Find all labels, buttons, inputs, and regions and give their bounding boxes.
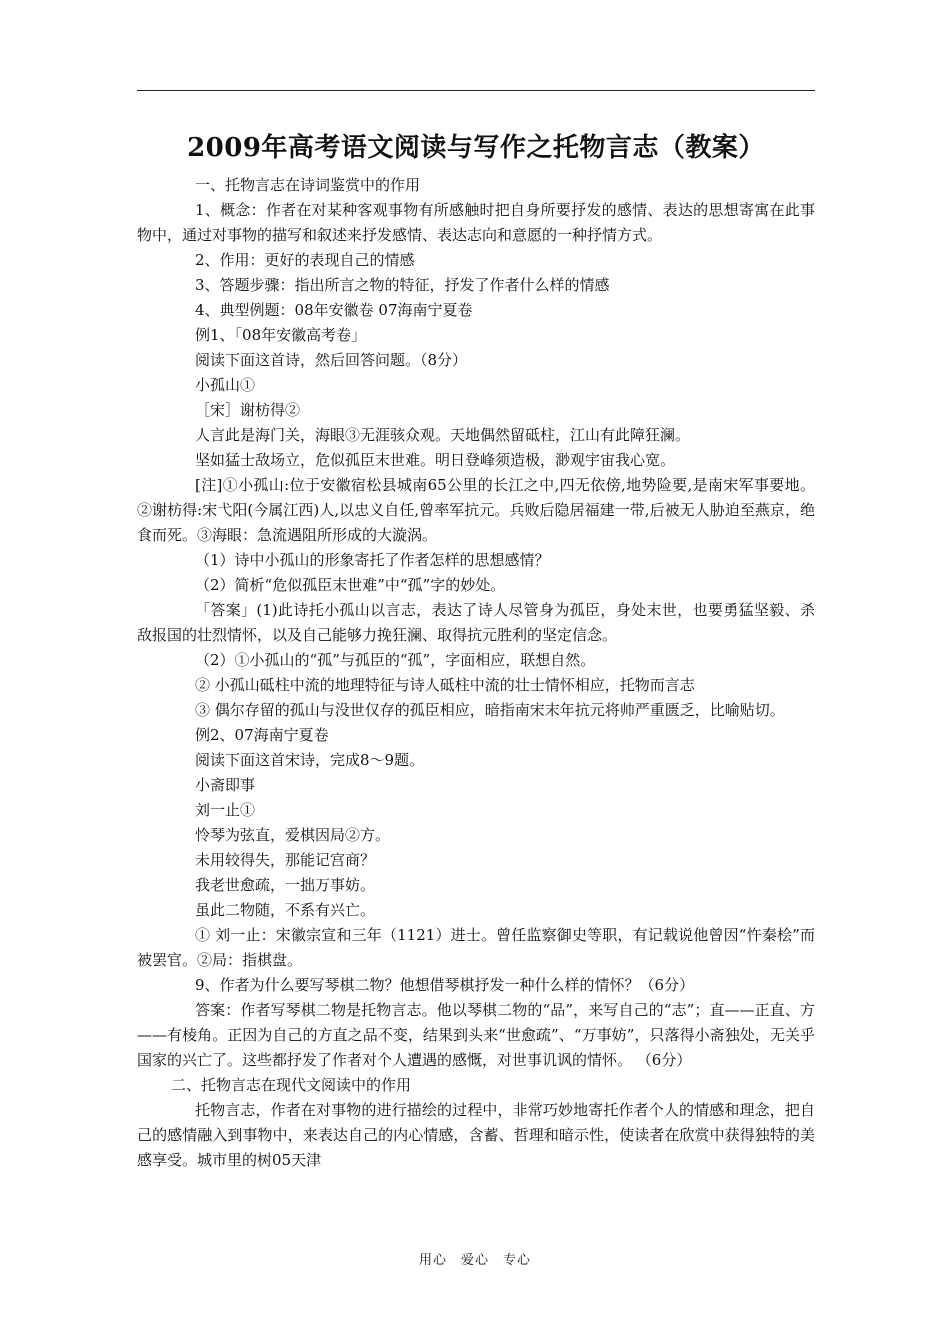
paragraph: 例2、07海南宁夏卷 (195, 726, 329, 744)
paragraph: 「答案」(1)此诗托小孤山以言志，表达了诗人尽管身为孤臣，身处末世，也要勇猛坚毅、杀敌报国的壮烈情怀，以及自己能够力挽狂澜、取得抗元胜利的坚定信念。 (137, 601, 815, 644)
paragraph: [注]①小孤山:位于安徽宿松县城南65公里的长江之中,四无依傍,地势险要,是南宋军事要地。②谢枋得:宋弋阳(今属江西)人,以忠义自任,曾率军抗元。兵败后隐居福建一带,后被无人胁迫至燕京，绝食而死。③海眼：急流遇阻所形成的大漩涡。 (137, 476, 815, 544)
paragraph: （1）诗中小孤山的形象寄托了作者怎样的思想感情？ (195, 551, 550, 569)
paragraph: 小斋即事 (195, 776, 256, 794)
paragraph: 9、作者为什么要写琴棋二物？他想借琴棋抒发一种什么样的情怀？（6分） (195, 976, 695, 994)
paragraph: ① 刘一止：宋徽宗宣和三年（1121）进士。曾任监察御史等职，有记载说他曾因“忤秦桧”而被罢官。②局：指棋盘。 (137, 926, 815, 969)
paragraph: 3、答题步骤：指出所言之物的特征，抒发了作者什么样的情感 (195, 276, 610, 294)
paragraph: 托物言志，作者在对事物的进行描绘的过程中，非常巧妙地寄托作者个人的情感和理念，把自己的感情融入到事物中，来表达自己的内心情感，含蓄、哲理和暗示性，使读者在欣赏中获得独特的美感享受。城市里的树05天津 (137, 1101, 815, 1169)
paragraph: ③ 偶尔存留的孤山与没世仅存的孤臣相应，暗指南宋末年抗元将帅严重匮乏，比喻贴切。 (195, 701, 785, 719)
paragraph: 虽此二物随，不系有兴亡。 (195, 901, 376, 919)
paragraph: 例1、「08年安徽高考卷」 (195, 326, 367, 344)
paragraph: 刘一止① (195, 801, 256, 819)
paragraph: （2）简析“危似孤臣末世难”中“孤”字的妙处。 (195, 576, 506, 594)
paragraph: 答案：作者写琴棋二物是托物言志。他以琴棋二物的“品”，来写自己的“志”；直——正直、方——有棱角。正因为自己的方直之品不变，结果到头来“世愈疏”、“万事妨”，只落得小斋独处，无关乎国家的兴亡了。这些都抒发了作者对个人遭遇的感慨，对世事讥讽的情怀。 （6分） (137, 1001, 815, 1069)
paragraph: 小孤山① (195, 376, 256, 394)
page-footer: 用心 爱心 专心 (418, 1253, 531, 1268)
page-title: 2009年高考语文阅读与写作之托物言志（教案） (187, 133, 765, 163)
paragraph: ② 小孤山砥柱中流的地理特征与诗人砥柱中流的壮士情怀相应，托物而言志 (195, 676, 695, 694)
paragraph: ［宋］谢枋得② (195, 401, 301, 419)
paragraph: 阅读下面这首诗，然后回答问题。（8分） (195, 351, 468, 369)
paragraph: 阅读下面这首宋诗，完成8～9题。 (195, 751, 425, 769)
paragraph: 未用较得失，那能记宫商？ (195, 851, 376, 869)
paragraph: （2）①小孤山的“孤”与孤臣的“孤”，字面相应，联想自然。 (195, 651, 596, 669)
paragraph: 一、托物言志在诗词鉴赏中的作用 (195, 176, 421, 194)
paragraph: 人言此是海门关，海眼③无涯骇众观。天地偶然留砥柱，江山有此障狂澜。 (195, 426, 691, 444)
header-rule (137, 90, 815, 91)
paragraph: 我老世愈疏，一拙万事妨。 (195, 876, 376, 894)
paragraph: 1、概念：作者在对某种客观事物有所感触时把自身所要抒发的感情、表达的思想寄寓在此事物中，通过对事物的描写和叙述来抒发感情、表达志向和意愿的一种抒情方式。 (137, 201, 815, 244)
paragraph: 二、托物言志在现代文阅读中的作用 (171, 1076, 412, 1094)
paragraph: 2、作用：更好的表现自己的情感 (195, 251, 415, 269)
paragraph: 4、典型例题：08年安徽卷 07海南宁夏卷 (195, 301, 473, 319)
document-body (137, 173, 815, 1173)
paragraph: 怜琴为弦直，爱棋因局②方。 (195, 826, 391, 844)
paragraph: 坚如猛士敌场立，危似孤臣末世难。明日登峰须造极，渺观宇宙我心宽。 (195, 451, 676, 469)
